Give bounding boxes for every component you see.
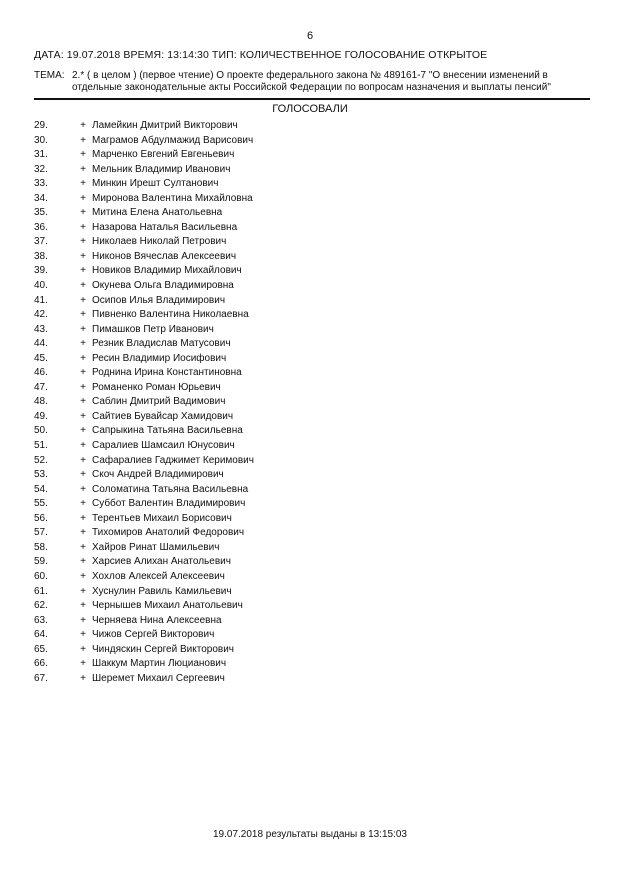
vote-row: [34, 381, 534, 396]
vote-row: [34, 410, 534, 425]
vote-number: 30.: [34, 134, 48, 146]
vote-number: 56.: [34, 512, 48, 524]
vote-number: 31.: [34, 149, 48, 161]
vote-row: [34, 250, 534, 265]
deputy-name: Чиндяскин Сергей Викторович: [92, 643, 234, 655]
deputy-name: Пимашков Петр Иванович: [92, 323, 214, 335]
vote-row: [34, 497, 534, 512]
vote-number: 61.: [34, 585, 48, 597]
vote-number: 32.: [34, 163, 48, 175]
vote-row: [34, 221, 534, 236]
vote-number: 52.: [34, 454, 48, 466]
vote-mark: +: [80, 163, 86, 175]
vote-mark: +: [80, 149, 86, 161]
vote-number: 54.: [34, 483, 48, 495]
vote-mark: +: [80, 556, 86, 568]
vote-number: 53.: [34, 469, 48, 481]
vote-row: [34, 439, 534, 454]
vote-mark: +: [80, 294, 86, 306]
deputy-name: Романенко Роман Юрьевич: [92, 381, 221, 393]
vote-number: 34.: [34, 192, 48, 204]
vote-row: [34, 643, 534, 658]
vote-row: [34, 206, 534, 221]
vote-row: [34, 672, 534, 687]
deputy-name: Шеремет Михаил Сергеевич: [92, 672, 225, 684]
vote-meta-line: ДАТА: 19.07.2018 ВРЕМЯ: 13:14:30 ТИП: КОЛИЧЕСТВЕННОЕ ГОЛОСОВАНИЕ ОТКРЫТОЕ: [34, 49, 488, 61]
vote-number: 49.: [34, 410, 48, 422]
deputy-name: Осипов Илья Владимирович: [92, 294, 226, 306]
deputy-name: Пивненко Валентина Николаевна: [92, 309, 249, 321]
deputy-name: Шаккум Мартин Люцианович: [92, 658, 227, 670]
vote-mark: +: [80, 396, 86, 408]
vote-mark: +: [80, 643, 86, 655]
vote-number: 46.: [34, 367, 48, 379]
vote-row: [34, 308, 534, 323]
vote-number: 48.: [34, 396, 48, 408]
vote-mark: +: [80, 527, 86, 539]
deputy-name: Хайров Ринат Шамильевич: [92, 541, 220, 553]
vote-number: 37.: [34, 236, 48, 248]
deputy-name: Суббот Валентин Владимирович: [92, 498, 246, 510]
vote-row: [34, 177, 534, 192]
vote-topic: [34, 70, 590, 94]
deputy-name: Миронова Валентина Михайловна: [92, 192, 253, 204]
header-divider: [34, 98, 590, 100]
deputy-name: Чернышев Михаил Анатольевич: [92, 600, 243, 612]
deputy-name: Резник Владислав Матусович: [92, 338, 231, 350]
vote-mark: +: [80, 367, 86, 379]
vote-list: [34, 119, 534, 686]
vote-row: [34, 541, 534, 556]
deputy-name: Соломатина Татьяна Васильевна: [92, 483, 249, 495]
vote-number: 63.: [34, 614, 48, 626]
section-title: ГОЛОСОВАЛИ: [272, 103, 348, 115]
vote-row: [34, 192, 534, 207]
vote-row: [34, 323, 534, 338]
deputy-name: Саралиев Шамсаил Юнусович: [92, 440, 235, 452]
deputy-name: Марченко Евгений Евгеньевич: [92, 149, 235, 161]
vote-number: 43.: [34, 323, 48, 335]
vote-number: 62.: [34, 600, 48, 612]
deputy-name: Сайтиев Бувайсар Хамидович: [92, 410, 234, 422]
vote-mark: +: [80, 410, 86, 422]
deputy-name: Минкин Ирешт Султанович: [92, 178, 219, 190]
vote-mark: +: [80, 614, 86, 626]
vote-mark: +: [80, 221, 86, 233]
vote-row: [34, 526, 534, 541]
deputy-name: Скоч Андрей Владимирович: [92, 469, 224, 481]
deputy-name: Новиков Владимир Михайлович: [92, 265, 242, 277]
vote-mark: +: [80, 469, 86, 481]
vote-number: 51.: [34, 440, 48, 452]
topic-label: ТЕМА:: [34, 70, 65, 81]
vote-row: [34, 424, 534, 439]
vote-number: 67.: [34, 672, 48, 684]
vote-row: [34, 570, 534, 585]
deputy-name: Митина Елена Анатольевна: [92, 207, 223, 219]
vote-mark: +: [80, 483, 86, 495]
vote-mark: +: [80, 454, 86, 466]
deputy-name: Сафаралиев Гаджимет Керимович: [92, 454, 254, 466]
vote-number: 45.: [34, 352, 48, 364]
deputy-name: Терентьев Михаил Борисович: [92, 512, 232, 524]
vote-number: 66.: [34, 658, 48, 670]
vote-mark: +: [80, 178, 86, 190]
vote-row: [34, 119, 534, 134]
vote-row: [34, 163, 534, 178]
vote-row: [34, 468, 534, 483]
deputy-name: Хохлов Алексей Алексеевич: [92, 570, 225, 582]
vote-mark: +: [80, 352, 86, 364]
vote-mark: +: [80, 134, 86, 146]
deputy-name: Окунева Ольга Владимировна: [92, 280, 234, 292]
vote-mark: +: [80, 629, 86, 641]
vote-mark: +: [80, 192, 86, 204]
deputy-name: Никонов Вячеслав Алексеевич: [92, 250, 237, 262]
vote-mark: +: [80, 600, 86, 612]
vote-number: 55.: [34, 498, 48, 510]
deputy-name: Хуснулин Равиль Камильевич: [92, 585, 232, 597]
topic-text-1: 2.* ( в целом ) (первое чтение) О проекте федерального закона № 489161-7 "О внесении изменений в: [72, 70, 548, 81]
vote-number: 58.: [34, 541, 48, 553]
vote-mark: +: [80, 498, 86, 510]
vote-mark: +: [80, 309, 86, 321]
vote-mark: +: [80, 440, 86, 452]
deputy-name: Ламейкин Дмитрий Викторович: [92, 120, 238, 131]
deputy-name: Назарова Наталья Васильевна: [92, 221, 238, 233]
vote-number: 57.: [34, 527, 48, 539]
deputy-name: Черняева Нина Алексеевна: [92, 614, 222, 626]
deputy-name: Чижов Сергей Викторович: [92, 629, 215, 641]
vote-mark: +: [80, 207, 86, 219]
topic-line-1: [34, 70, 590, 82]
vote-row: [34, 555, 534, 570]
vote-mark: +: [80, 585, 86, 597]
page-number: 6: [306, 30, 314, 42]
vote-row: [34, 483, 534, 498]
vote-mark: +: [80, 658, 86, 670]
vote-mark: +: [80, 381, 86, 393]
vote-number: 65.: [34, 643, 48, 655]
vote-row: [34, 294, 534, 309]
vote-mark: +: [80, 512, 86, 524]
vote-mark: +: [80, 120, 86, 131]
vote-row: [34, 599, 534, 614]
vote-mark: +: [80, 570, 86, 582]
deputy-name: Тихомиров Анатолий Федорович: [92, 527, 245, 539]
vote-mark: +: [80, 250, 86, 262]
vote-number: 41.: [34, 294, 48, 306]
vote-mark: +: [80, 425, 86, 437]
vote-mark: +: [80, 672, 86, 684]
deputy-name: Николаев Николай Петрович: [92, 236, 227, 248]
vote-number: 50.: [34, 425, 48, 437]
results-footer: 19.07.2018 результаты выданы в 13:15:03: [212, 829, 407, 840]
vote-row: [34, 134, 534, 149]
vote-row: [34, 279, 534, 294]
vote-row: [34, 352, 534, 367]
vote-mark: +: [80, 323, 86, 335]
vote-row: [34, 628, 534, 643]
vote-row: [34, 657, 534, 672]
vote-number: 59.: [34, 556, 48, 568]
vote-number: 38.: [34, 250, 48, 262]
deputy-name: Роднина Ирина Константиновна: [92, 367, 242, 379]
topic-line-2: отдельные законодательные акты Российской Федерации по вопросам назначения и выплаты пенсий": [72, 82, 551, 93]
deputy-name: Ресин Владимир Иосифович: [92, 352, 227, 364]
vote-number: 44.: [34, 338, 48, 350]
vote-mark: +: [80, 541, 86, 553]
vote-row: [34, 512, 534, 527]
vote-number: 35.: [34, 207, 48, 219]
vote-row: [34, 148, 534, 163]
vote-row: [34, 264, 534, 279]
vote-row: [34, 614, 534, 629]
vote-number: 64.: [34, 629, 48, 641]
deputy-name: Мельник Владимир Иванович: [92, 163, 231, 175]
vote-row: [34, 585, 534, 600]
vote-number: 42.: [34, 309, 48, 321]
vote-number: 39.: [34, 265, 48, 277]
deputy-name: Харсиев Алихан Анатольевич: [92, 556, 231, 568]
deputy-name: Маграмов Абдулмажид Варисович: [92, 134, 254, 146]
vote-mark: +: [80, 236, 86, 248]
vote-number: 29.: [34, 120, 48, 131]
vote-number: 60.: [34, 570, 48, 582]
vote-row: [34, 337, 534, 352]
vote-number: 40.: [34, 280, 48, 292]
vote-row: [34, 366, 534, 381]
vote-number: 36.: [34, 221, 48, 233]
vote-number: 33.: [34, 178, 48, 190]
vote-mark: +: [80, 280, 86, 292]
vote-row: [34, 235, 534, 250]
vote-row: [34, 454, 534, 469]
vote-row: [34, 395, 534, 410]
deputy-name: Саблин Дмитрий Вадимович: [92, 396, 226, 408]
vote-mark: +: [80, 338, 86, 350]
deputy-name: Сапрыкина Татьяна Васильевна: [92, 425, 243, 437]
vote-mark: +: [80, 265, 86, 277]
vote-number: 47.: [34, 381, 48, 393]
